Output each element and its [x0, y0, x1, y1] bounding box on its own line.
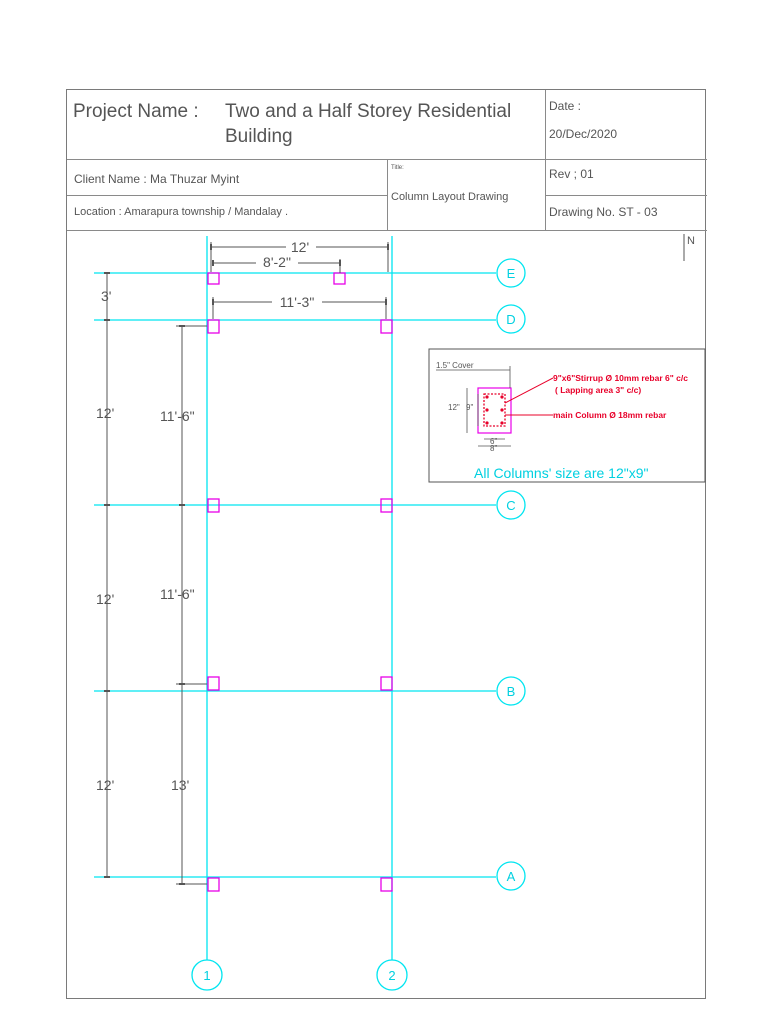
drawing-title: Column Layout Drawing — [391, 191, 509, 203]
grid-label-a: A — [506, 869, 516, 884]
column — [381, 878, 392, 891]
grid-label-c: C — [506, 498, 516, 513]
client-name: Client Name : Ma Thuzar Myint — [74, 172, 240, 186]
rebar — [485, 395, 488, 398]
detail-dim-6: 6" — [490, 437, 498, 446]
column — [334, 273, 345, 284]
column — [208, 878, 219, 891]
dim-text-c-b: 12' — [96, 591, 115, 607]
grid-label-b: B — [506, 684, 516, 699]
title-label: Title: — [391, 165, 404, 171]
detail-note: All Columns' size are 12"x9" — [474, 465, 649, 481]
detail-dim-12: 12" — [448, 403, 460, 412]
drawing-number: Drawing No. ST - 03 — [549, 205, 658, 219]
detail-stirrup-label: 9"x6"Stirrup Ø 10mm rebar 6" c/c — [553, 373, 688, 383]
project-label: Project Name : — [73, 101, 199, 122]
project-name-line2: Building — [225, 126, 293, 147]
grid-label-2: 2 — [388, 968, 396, 983]
project-name-line1: Two and a Half Storey Residential — [225, 101, 512, 122]
north-label: N — [687, 235, 695, 247]
grid-label-e: E — [506, 266, 516, 281]
rebar — [485, 421, 488, 424]
dim-text-top-overall: 12' — [290, 239, 310, 255]
detail-dim-9: 9" — [466, 403, 474, 412]
dim-text-d-c: 12' — [96, 405, 115, 421]
detail-dim-8: 8" — [490, 444, 498, 453]
dim-text-inner-c-b: 11'-6" — [160, 586, 195, 602]
dim-text-d-span: 11'-3" — [279, 294, 315, 310]
rebar — [500, 408, 503, 411]
grid-label-d: D — [506, 312, 516, 327]
location: Location : Amarapura township / Mandalay . — [74, 206, 289, 218]
rebar — [500, 421, 503, 424]
revision: Rev ; 01 — [549, 167, 594, 181]
column — [208, 320, 219, 333]
detail-lapping-label: ( Lapping area 3" c/c) — [555, 385, 642, 395]
detail-main-rebar-label: main Column Ø 18mm rebar — [553, 410, 667, 420]
column — [381, 320, 392, 333]
dim-text-inner-d-c: 11'-6" — [160, 408, 195, 424]
dim-text-e-d: 3' — [101, 288, 112, 304]
dim-text-inner-b-a: 13' — [171, 777, 190, 793]
rebar — [500, 395, 503, 398]
rebar — [485, 408, 488, 411]
dim-text-top-partial: 8'-2" — [263, 254, 291, 270]
date-value: 20/Dec/2020 — [549, 127, 618, 141]
dim-text-b-a: 12' — [96, 777, 115, 793]
detail-cover-label: 1.5" Cover — [436, 361, 474, 370]
column — [208, 677, 219, 690]
column — [381, 677, 392, 690]
grid-label-1: 1 — [203, 968, 211, 983]
column — [208, 273, 219, 284]
date-label: Date : — [549, 99, 582, 113]
